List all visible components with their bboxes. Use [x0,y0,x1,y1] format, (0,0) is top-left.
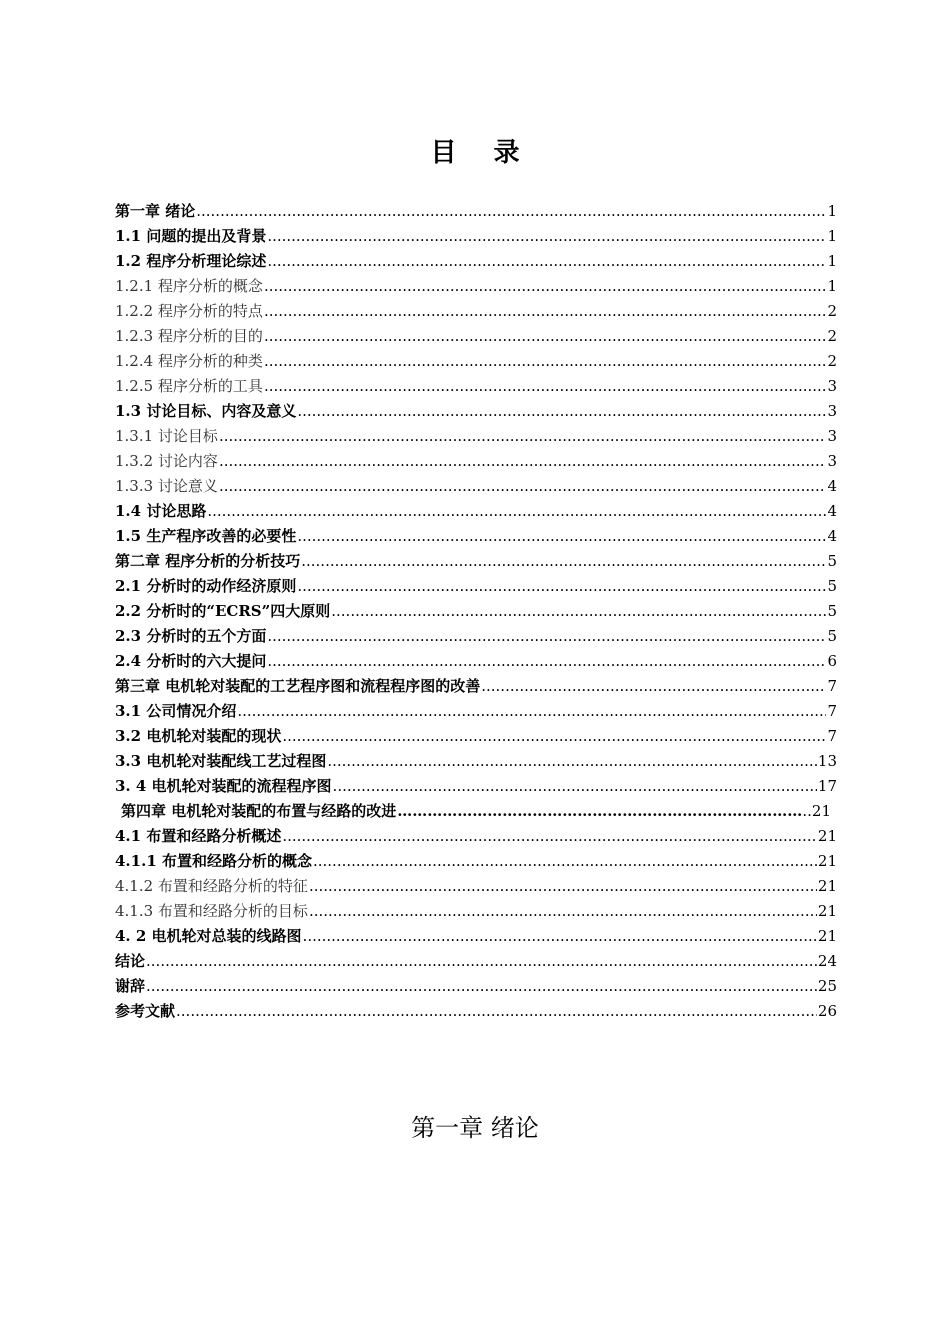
toc-entry[interactable] [115,474,837,499]
toc-leader-dots [333,774,817,799]
toc-entry[interactable] [115,574,837,599]
toc-page-number: 1 [827,202,837,220]
toc-entry[interactable] [115,324,837,349]
toc-page-number: 5 [827,627,837,645]
toc-entry-label: 第三章 电机轮对装配的工艺程序图和流程程序图的改善 [115,677,481,695]
toc-page-number: 5 [827,577,837,595]
toc-page-number: ..21 [802,802,831,820]
toc-page-number: 3 [827,427,837,445]
toc-entry-label: 2.3 分析时的五个方面 [115,627,267,645]
toc-entry[interactable] [115,624,837,649]
toc-page-number: 25 [817,977,837,995]
toc-entry-label: 2.4 分析时的六大提问 [115,652,267,670]
toc-entry[interactable] [115,699,837,724]
toc-leader-dots [267,224,826,249]
toc-entry[interactable] [115,374,837,399]
toc-entry[interactable] [115,549,837,574]
toc-entry-label: 1.2.3 程序分析的目的 [115,327,263,345]
toc-page-number: 4 [827,477,837,495]
toc-page-number: 21 [817,927,837,945]
toc-entry-label: 3.3 电机轮对装配线工艺过程图 [115,752,327,770]
toc-entry-label: 1.4 讨论思路 [115,502,207,520]
toc-leader-dots [309,874,817,899]
toc-entry-label: 3.1 公司情况介绍 [115,702,237,720]
toc-entry[interactable] [115,849,837,874]
toc-entry[interactable] [115,724,837,749]
toc-entry[interactable] [115,774,837,799]
toc-page-number: 4 [827,527,837,545]
toc-leader-dots [309,899,817,924]
toc-entry[interactable] [115,524,837,549]
toc-entry[interactable] [115,299,837,324]
toc-entry[interactable] [115,824,837,849]
toc-page-number: 24 [817,952,837,970]
toc-entry-label: 1.1 问题的提出及背景 [115,227,267,245]
toc-page-number: 17 [817,777,837,795]
toc-leader-dots [207,499,826,524]
toc-leader-dots [327,749,817,774]
toc-leader-dots [264,349,827,374]
toc-entry-label: 4.1.2 布置和经路分析的特征 [115,877,308,895]
toc-entry-label: 4. 2 电机轮对总装的线路图 [115,927,302,945]
toc-leader-dots [397,799,801,824]
toc-entry-label: 1.3.3 讨论意义 [115,477,218,495]
toc-entry-label: 1.3.1 讨论目标 [115,427,218,445]
toc-leader-dots [146,974,817,999]
toc-entry-label: 第一章 绪论 [115,202,196,220]
chapter-heading: 第一章 绪论 [411,1114,539,1142]
toc-page-number: 3 [827,377,837,395]
toc-page-number: 2 [827,302,837,320]
toc-entry-label: 1.3 讨论目标、内容及意义 [115,402,297,420]
toc-entry[interactable] [115,449,837,474]
toc-leader-dots [301,549,826,574]
toc-entry[interactable] [115,974,837,999]
toc-page-number: 4 [827,502,837,520]
toc-entry-label: 2.1 分析时的动作经济原则 [115,577,297,595]
toc-entry-label: 1.2.2 程序分析的特点 [115,302,263,320]
toc-page-number: 2 [827,352,837,370]
toc-leader-dots [282,824,817,849]
toc-entry-label: 2.2 分析时的“ECRS”四大原则 [115,602,331,620]
toc-entry-label: 1.2.5 程序分析的工具 [115,377,263,395]
toc-leader-dots [264,374,827,399]
toc-entry[interactable] [115,349,837,374]
toc-leader-dots [264,324,827,349]
toc-leader-dots [237,699,826,724]
toc-page-number: 1 [827,277,837,295]
toc-page-number: 21 [817,827,837,845]
toc-leader-dots [267,249,826,274]
toc-entry[interactable] [115,999,837,1024]
toc-entry-label: 1.2 程序分析理论综述 [115,252,267,270]
toc-leader-dots [219,474,827,499]
toc-leader-dots [331,599,826,624]
toc-page-number: 21 [817,852,837,870]
toc-page-number: 1 [827,252,837,270]
toc-entry[interactable] [115,674,837,699]
toc-entry[interactable] [115,599,837,624]
toc-page-number: 26 [817,1002,837,1020]
toc-entry[interactable] [115,899,837,924]
toc-leader-dots [219,449,827,474]
toc-page-number: 5 [827,602,837,620]
toc-entry-label: 1.5 生产程序改善的必要性 [115,527,297,545]
toc-entry-label: 1.3.2 讨论内容 [115,452,218,470]
toc-page-number: 3 [827,402,837,420]
toc-leader-dots [264,299,827,324]
toc-leader-dots [297,524,826,549]
toc-leader-dots [176,999,817,1024]
toc-leader-dots [267,649,826,674]
toc-entry[interactable] [115,249,837,274]
toc-entry[interactable] [115,924,837,949]
toc-entry-label: 4.1 布置和经路分析概述 [115,827,282,845]
toc-entry[interactable] [115,424,837,449]
toc-leader-dots [297,399,826,424]
toc-entry[interactable] [115,799,837,824]
toc-leader-dots [303,924,817,949]
toc-leader-dots [267,624,826,649]
toc-page-number: 21 [817,877,837,895]
toc-entry[interactable] [115,499,837,524]
toc-leader-dots [282,724,826,749]
toc-entry[interactable] [115,649,837,674]
toc-entry-label: 第二章 程序分析的分析技巧 [115,552,301,570]
toc-entry[interactable] [115,224,837,249]
toc-leader-dots [264,274,827,299]
toc-page-number: 1 [827,227,837,245]
toc-entry[interactable] [115,874,837,899]
toc-leader-dots [313,849,817,874]
toc-entry-label: 3.2 电机轮对装配的现状 [115,727,282,745]
toc-page-number: 3 [827,452,837,470]
toc-page-number: 2 [827,327,837,345]
toc-page-number: 5 [827,552,837,570]
toc-entry-label: 第四章 电机轮对装配的布置与经路的改进 [121,802,397,820]
toc-entry[interactable] [115,199,837,224]
toc-leader-dots [297,574,826,599]
toc-entry[interactable] [115,274,837,299]
toc-page-number: 21 [817,902,837,920]
toc-entry[interactable] [115,749,837,774]
toc-page-number: 7 [827,702,837,720]
toc-leader-dots [219,424,827,449]
toc-page-number: 6 [827,652,837,670]
toc-entry[interactable] [115,399,837,424]
toc-entry-label: 结论 [115,952,146,970]
toc-entry-label: 1.2.1 程序分析的概念 [115,277,263,295]
toc-entry-label: 4.1.1 布置和经路分析的概念 [115,852,312,870]
table-of-contents [115,199,837,1024]
toc-entry-label: 1.2.4 程序分析的种类 [115,352,263,370]
toc-page-number: 7 [827,727,837,745]
toc-leader-dots [481,674,826,699]
toc-entry-label: 3. 4 电机轮对装配的流程程序图 [115,777,332,795]
toc-page-number: 13 [817,752,837,770]
toc-leader-dots [146,949,817,974]
toc-entry-label: 4.1.3 布置和经路分析的目标 [115,902,308,920]
toc-leader-dots [196,199,826,224]
toc-entry[interactable] [115,949,837,974]
toc-title: 目 录 [430,138,534,168]
toc-page-number: 7 [827,677,837,695]
toc-entry-label: 谢辞 [115,977,146,995]
toc-entry-label: 参考文献 [115,1002,176,1020]
